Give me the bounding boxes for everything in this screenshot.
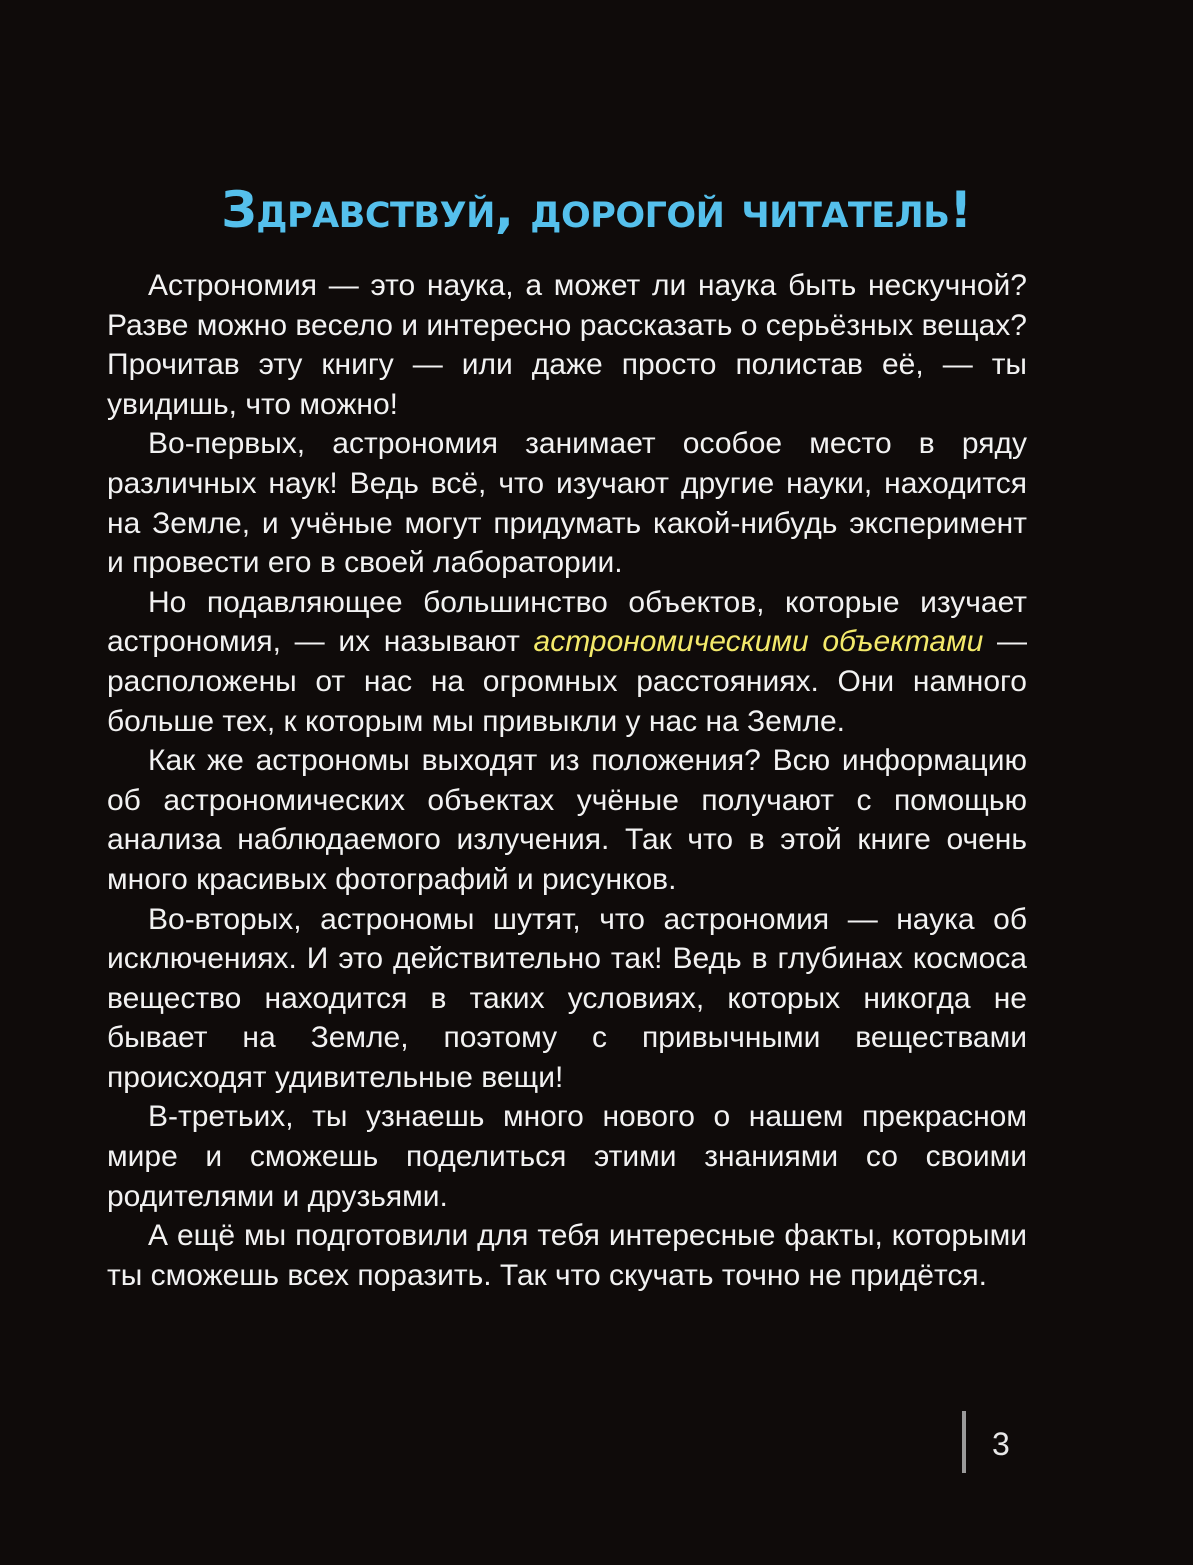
page-number-divider [962, 1411, 966, 1473]
paragraph-3-start: Но подавляющее большинство объектов, которые изучает астрономия, — их называют [107, 585, 1027, 659]
paragraph-7: А ещё мы подготовили для тебя интересные факты, которыми ты сможешь всех поразить. Так что скучать точно не придётся. [107, 1219, 1027, 1292]
paragraph-3-end: — расположены от нас на огромных расстояниях. Они намного больше тех, к которым мы привыкли у нас на Земле. [107, 625, 1027, 738]
paragraph-6: В-третьих, ты узнаешь много нового о нашем прекрасном мире и сможешь поделиться этими знаниями со своими родителями и друзьями. [107, 1100, 1027, 1213]
highlighted-term: астрономическими объектами [533, 625, 984, 659]
page-number: 3 [992, 1426, 1010, 1462]
paragraph-5: Во-вторых, астрономы шутят, что астрономия — наука об исключениях. И это действительно так! Ведь в глубинах космоса вещество находится в таких условиях, которых никогда не бывает на Земле, поэтому с привычными веществами происходят удивительные вещи! [107, 902, 1027, 1094]
paragraph-2: Во-первых, астрономия занимает особое место в ряду различных наук! Ведь всё, что изучают другие науки, находится на Земле, и учёные могут придумать какой-нибудь эксперимент и провести его в своей лаборатории. [107, 427, 1027, 580]
paragraph-3 [107, 583, 1027, 741]
paragraph-1: Астрономия — это наука, а может ли наука быть нескучной? Разве можно весело и интересно рассказать о серьёзных вещах? Прочитав эту книгу — или даже просто полистав её, — ты увидишь, что можно! [107, 269, 1027, 421]
body-text [107, 266, 1027, 1295]
page-title: Здравствуй, дорогой читатель! [221, 181, 972, 239]
paragraph-4: Как же астрономы выходят из положения? Всю информацию об астрономических объектах учёные получают с помощью анализа наблюдаемого излучения. Так что в этой книге очень много красивых фотографий и рисунков. [107, 744, 1027, 896]
